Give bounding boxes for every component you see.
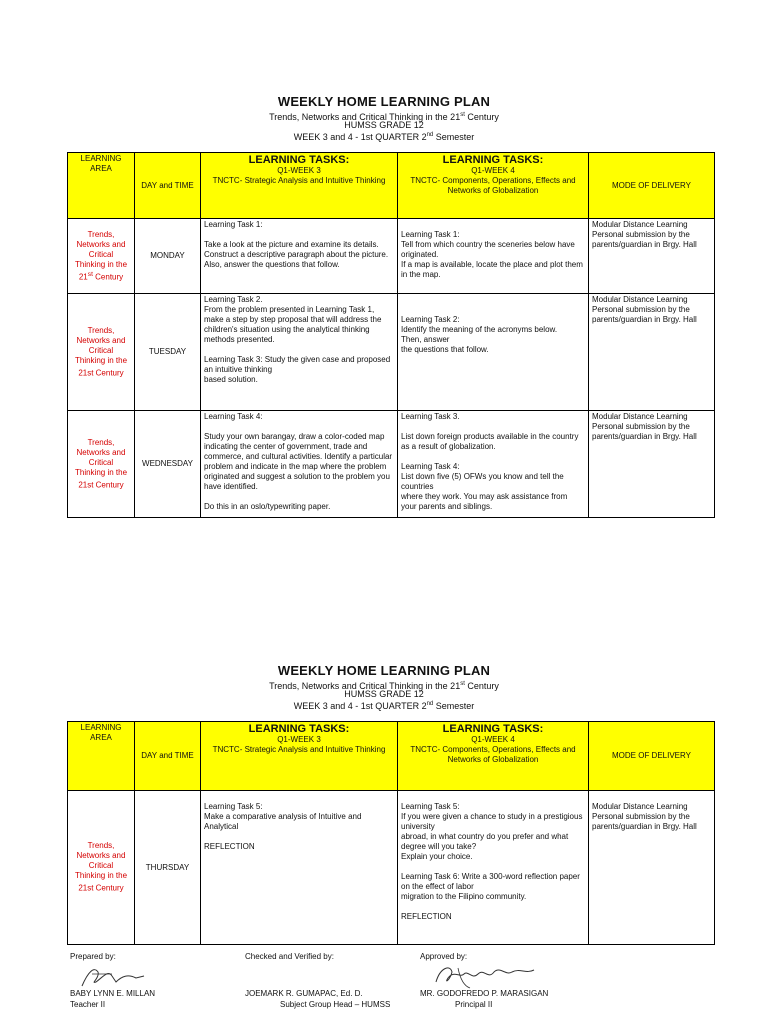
week3-header: LEARNING TASKS: Q1-WEEK 3 TNCTC- Strategic Analysis and Intuitive Thinking <box>201 722 398 791</box>
week3-task-cell: Learning Task 5: Make a comparative analysis of Intuitive and Analytical REFLECTION <box>201 791 398 945</box>
table-header-row <box>68 153 715 219</box>
week3-header: LEARNING TASKS: Q1-WEEK 3 TNCTC- Strategic Analysis and Intuitive Thinking <box>201 153 398 219</box>
checked-by-label: Checked and Verified by: <box>245 952 334 961</box>
approved-by-label: Approved by: <box>420 952 468 961</box>
prepared-name: BABY LYNN E. MILLAN <box>70 989 156 998</box>
week4-task-cell: Learning Task 5: If you were given a chance to study in a prestigious university abroad, in what country do you prefer and what degree will you take? Explain your choice. Learning Task 6: Write a 300-word reflection paper on the effect of labor migration to the Filipino community. REFLECTION <box>398 791 589 945</box>
plan-week: WEEK 3 and 4 - 1st QUARTER 2nd Semester <box>293 701 475 711</box>
prepared-signature-icon <box>78 962 148 992</box>
day-cell: WEDNESDAY <box>135 411 201 518</box>
week4-task-cell: Learning Task 1: Tell from which country the sceneries below have originated. If a map is available, locate the place and plot them in the map. <box>398 219 589 294</box>
plan-week: WEEK 3 and 4 - 1st QUARTER 2nd Semester <box>293 132 475 142</box>
mode-cell: Modular Distance Learning Personal submission by the parents/guardian in Brgy. Hall <box>589 411 715 518</box>
plan-title: WEEKLY HOME LEARNING PLAN <box>277 663 491 678</box>
learning-area-cell: Trends, Networks and Critical Thinking in the 21st Century <box>68 411 135 518</box>
table-row <box>68 294 715 411</box>
mode-cell: Modular Distance Learning Personal submission by the parents/guardian in Brgy. Hall <box>589 294 715 411</box>
plan-subtitle: Trends, Networks and Critical Thinking in the 21st Century <box>269 681 499 691</box>
mode-header: MODE OF DELIVERY <box>589 153 715 219</box>
mode-cell: Modular Distance Learning Personal submission by the parents/guardian in Brgy. Hall <box>589 219 715 294</box>
checked-title: Subject Group Head – HUMSS <box>280 1000 391 1009</box>
week3-task-cell: Learning Task 2. From the problem presented in Learning Task 1, make a step by step proposal that will address the children's situation using the analytical thinking methods presented. Learning Task 3: Study the given case and proposed an intuitive thinking based solution. <box>201 294 398 411</box>
plan-grade: HUMSS GRADE 12 <box>344 120 424 130</box>
approved-title: Principal II <box>455 1000 493 1009</box>
learning-area-header: LEARNING AREA <box>68 722 135 791</box>
plan-title: WEEKLY HOME LEARNING PLAN <box>277 94 491 109</box>
approved-signature-icon <box>430 960 540 992</box>
table-header-row <box>68 722 715 791</box>
approved-name: MR. GODOFREDO P. MARASIGAN <box>420 989 549 998</box>
prepared-title: Teacher II <box>70 1000 106 1009</box>
day-cell: TUESDAY <box>135 294 201 411</box>
table-row <box>68 411 715 518</box>
table-row <box>68 791 715 945</box>
mode-cell: Modular Distance Learning Personal submission by the parents/guardian in Brgy. Hall <box>589 791 715 945</box>
plan-subtitle: Trends, Networks and Critical Thinking in the 21st Century <box>269 112 499 122</box>
day-cell: MONDAY <box>135 219 201 294</box>
week3-task-cell: Learning Task 4: Study your own barangay, draw a color-coded map indicating the center of government, trade and commerce, and cultural activities. Identify a particular problem and indicate in the map where the problem originated and suggest a solution to the problem you have identified. Do this in an oslo/typewriting paper. <box>201 411 398 518</box>
mode-header: MODE OF DELIVERY <box>589 722 715 791</box>
learning-area-header: LEARNING AREA <box>68 153 135 219</box>
day-cell: THURSDAY <box>135 791 201 945</box>
learning-plan-table <box>67 152 715 518</box>
prepared-by-label: Prepared by: <box>70 952 116 961</box>
week4-task-cell: Learning Task 2: Identify the meaning of the acronyms below. Then, answer the questions that follow. <box>398 294 589 411</box>
learning-area-cell: Trends, Networks and Critical Thinking in the 21st Century <box>68 219 135 294</box>
week3-task-cell: Learning Task 1: Take a look at the picture and examine its details. Construct a descriptive paragraph about the picture. Also, answer the questions that follow. <box>201 219 398 294</box>
checked-name: JOEMARK R. GUMAPAC, Ed. D. <box>245 989 363 998</box>
table-row <box>68 219 715 294</box>
week4-task-cell: Learning Task 3. List down foreign products available in the country as a result of globalization. Learning Task 4: List down five (5) OFWs you know and tell the countries where they work. You may ask assistance from your parents and siblings. <box>398 411 589 518</box>
learning-area-cell: Trends, Networks and Critical Thinking in the 21st Century <box>68 294 135 411</box>
plan-grade: HUMSS GRADE 12 <box>344 689 424 699</box>
learning-plan-table <box>67 721 715 945</box>
day-time-header: DAY and TIME <box>135 722 201 791</box>
week4-header: LEARNING TASKS: Q1-WEEK 4 TNCTC- Components, Operations, Effects and Networks of Globalization <box>398 722 589 791</box>
week4-header: LEARNING TASKS: Q1-WEEK 4 TNCTC- Components, Operations, Effects and Networks of Globalization <box>398 153 589 219</box>
learning-area-cell: Trends, Networks and Critical Thinking in the 21st Century <box>68 791 135 945</box>
day-time-header: DAY and TIME <box>135 153 201 219</box>
